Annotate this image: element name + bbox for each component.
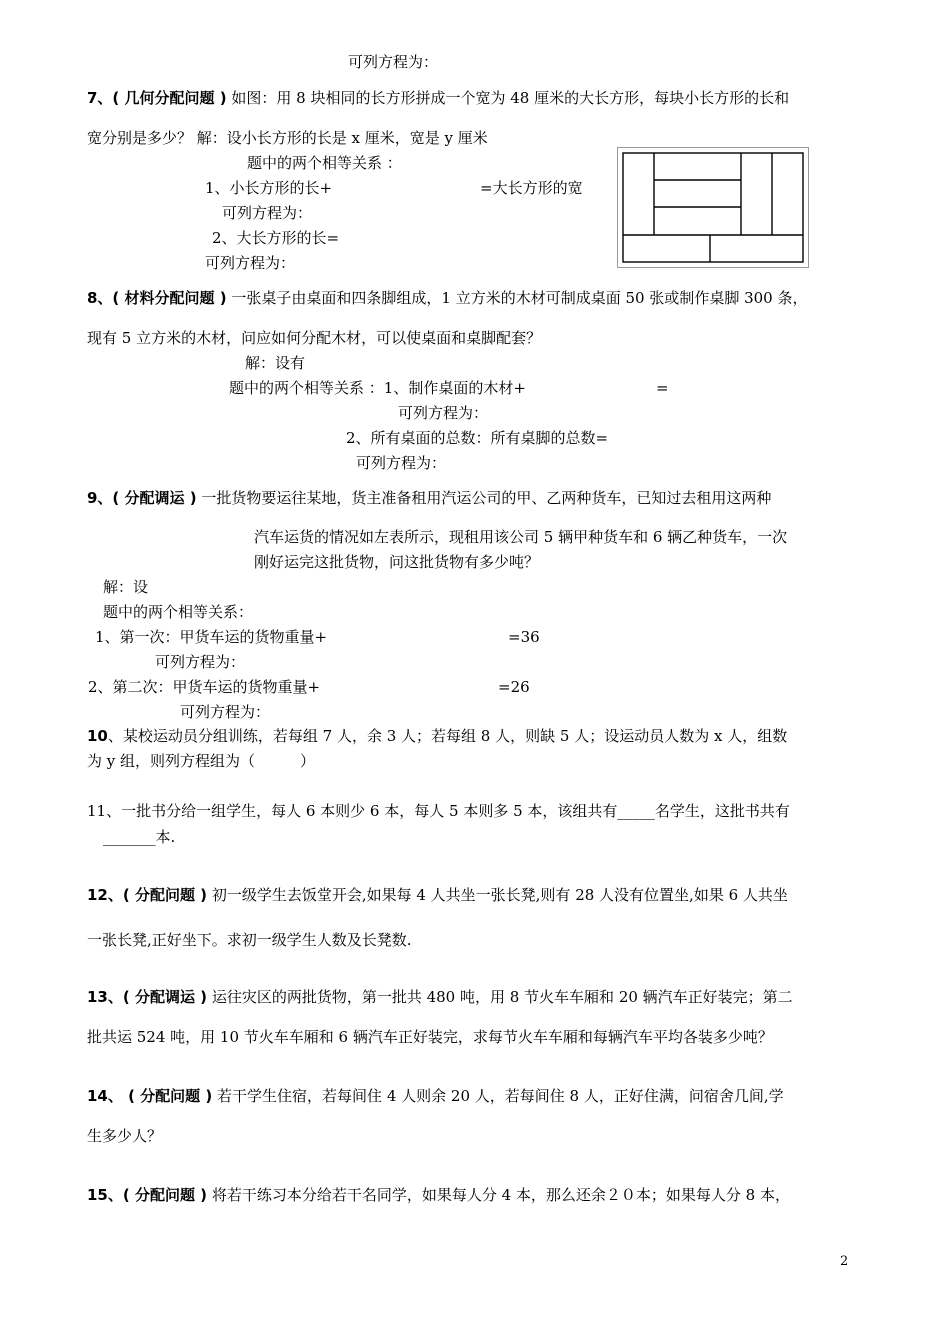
problem-15-heading: 15、( 分配问题 ) [87, 1186, 208, 1204]
problem-7-line-1 [87, 88, 789, 108]
problem-7-relation-2: 2、大长方形的长= [212, 229, 340, 247]
problem-9-line-1 [87, 488, 771, 508]
problem-8-solution: 解：设有 [245, 354, 306, 372]
problem-9-relation-1-left: 1、第一次：甲货车运的货物重量+ [95, 628, 328, 646]
problem-11-line-1: 11、一批书分给一组学生，每人 6 本则少 6 本，每人 5 本则多 5 本，该组共有_____名学生，这批书共有 [87, 802, 790, 820]
line-eq-label: 可列方程为： [348, 53, 439, 71]
problem-14-heading: 14、 ( 分配问题 ) [87, 1087, 213, 1105]
rectangle-figure [617, 147, 809, 268]
problem-9-line-3: 刚好运完这批货物，问这批货物有多少吨？ [254, 553, 540, 571]
problem-8-relation-1-left: 题中的两个相等关系 ：1、制作桌面的木材+ [229, 379, 526, 397]
problem-8-equation-2: 可列方程为： [356, 454, 447, 472]
problem-9-relation-2-right: =26 [498, 678, 530, 696]
problem-9-relation-2-left: 2、第二次：甲货车运的货物重量+ [88, 678, 321, 696]
problem-11-line-2: _______本. [103, 828, 176, 846]
problem-7-relation-1-right: =大长方形的宽 [480, 179, 583, 197]
problem-14-line-2: 生多少人？ [87, 1127, 163, 1145]
problem-9-relation-1-right: =36 [508, 628, 540, 646]
problem-8-heading: 8、( 材料分配问题 ) [87, 289, 227, 307]
problem-9-equation-1: 可列方程为： [155, 653, 246, 671]
problem-15-text-a: 将若干练习本分给若干名同学，如果每人分 4 本，那么还余２０本；如果每人分 8 本， [211, 1186, 790, 1204]
problem-10-text-a: 、某校运动员分组训练，若每组 7 人，余 3 人；若每组 8 人，则缺 5 人；设运动员人数为 x 人，组数 [107, 727, 788, 745]
problem-7-heading: 7、( 几何分配问题 ) [87, 89, 227, 107]
problem-9-heading: 9、( 分配调运 ) [87, 489, 197, 507]
problem-12-text-a: 初一级学生去饭堂开会,如果每 4 人共坐一张长凳,则有 28 人没有位置坐,如果 6 人共坐 [211, 886, 788, 904]
problem-7-relation-1-left: 1、小长方形的长+ [205, 179, 333, 197]
problem-13-line-2: 批共运 524 吨，用 10 节火车车厢和 6 辆汽车正好装完，求每节火车车厢和每辆汽车平均各装多少吨？ [87, 1028, 773, 1046]
problem-13-heading: 13、( 分配调运 ) [87, 988, 208, 1006]
problem-14-text-a: 若干学生住宿，若每间住 4 人则余 20 人，若每间住 8 人，正好住满，问宿舍几间,学 [217, 1087, 784, 1105]
problem-8-equation-1: 可列方程为： [398, 404, 489, 422]
problem-13-text-a: 运往灾区的两批货物，第一批共 480 吨，用 8 节火车车厢和 20 辆汽车正好装完；第二 [211, 988, 793, 1006]
problem-9-relations: 题中的两个相等关系： [103, 603, 254, 621]
problem-10-line-2: 为 y 组，则列方程组为（ ） [87, 752, 316, 770]
problem-13-line-1 [87, 987, 793, 1007]
problem-12-line-1 [87, 885, 788, 905]
problem-8-line-2: 现有 5 立方米的木材，问应如何分配木材，可以使桌面和桌脚配套？ [87, 329, 542, 347]
problem-8-line-1 [87, 288, 807, 308]
problem-7-line-2: 宽分别是多少？ 解：设小长方形的长是 x 厘米，宽是 y 厘米 [87, 129, 488, 147]
problem-7-equation-1: 可列方程为： [222, 204, 313, 222]
problem-8-text-a: 一张桌子由桌面和四条脚组成，1 立方米的木材可制成桌面 50 张或制作桌脚 300 条， [231, 289, 808, 307]
problem-10-line-1 [87, 726, 787, 746]
problem-7-equation-2: 可列方程为： [205, 254, 296, 272]
problem-12-heading: 12、( 分配问题 ) [87, 886, 208, 904]
problem-9-equation-2: 可列方程为： [180, 703, 271, 721]
page-number: 2 [840, 1254, 849, 1269]
problem-12-line-2: 一张长凳,正好坐下。求初一级学生人数及长凳数. [87, 931, 412, 949]
problem-14-line-1 [87, 1086, 784, 1106]
problem-7-relations: 题中的两个相等关系 ： [247, 154, 402, 172]
problem-9-text-a: 一批货物要运往某地，货主准备租用汽运公司的甲、乙两种货车，已知过去租用这两种 [201, 489, 772, 507]
problem-9-solution: 解：设 [103, 578, 149, 596]
problem-10-number: 10 [87, 727, 108, 745]
problem-7-text-a: 如图：用 8 块相同的长方形拼成一个宽为 48 厘米的大长方形，每块小长方形的长和 [231, 89, 790, 107]
problem-8-relation-1-right: = [656, 379, 669, 397]
problem-15-line-1 [87, 1185, 790, 1205]
problem-8-relation-2: 2、所有桌面的总数：所有桌脚的总数= [346, 429, 609, 447]
problem-9-line-2: 汽车运货的情况如左表所示，现租用该公司 5 辆甲种货车和 6 辆乙种货车，一次 [254, 528, 788, 546]
